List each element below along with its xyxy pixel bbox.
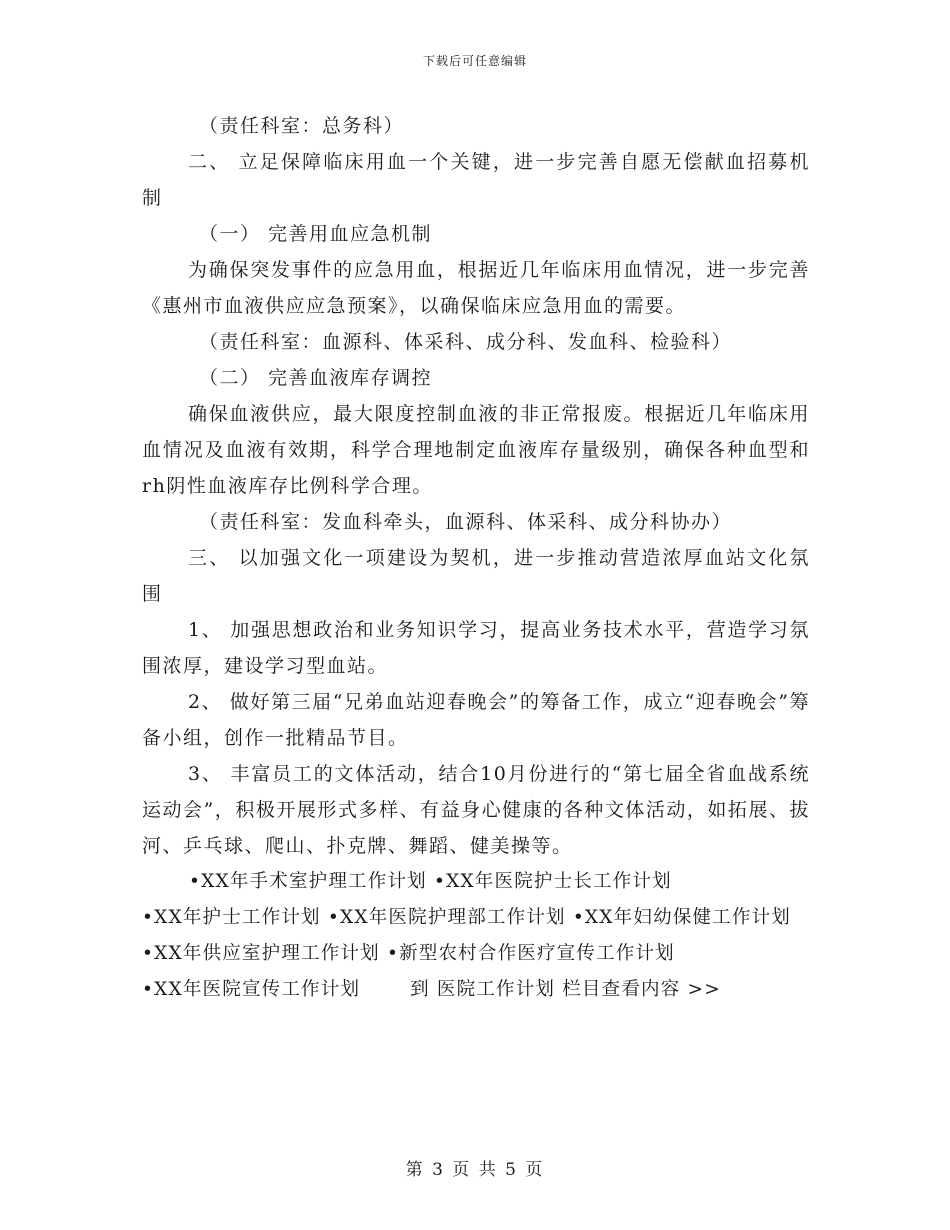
related-links xyxy=(142,864,810,1008)
related-link[interactable]: •XX年医院护理部工作计划 xyxy=(327,907,566,928)
more-link[interactable]: 到 医院工作计划 栏目查看内容 >> xyxy=(410,979,721,1000)
related-link[interactable]: •XX年医院宣传工作计划 xyxy=(142,979,361,1000)
list-item-1: 1、 加强思想政治和业务知识学习，提高业务技术水平，营造学习氛围浓厚，建设学习型血站。 xyxy=(142,619,810,677)
paragraph-responsible-dept-2: （责任科室：血源科、体采科、成分科、发血科、检验科） xyxy=(199,331,733,353)
list-item-2: 2、 做好第三届“兄弟血站迎春晚会”的筹备工作，成立“迎春晚会”筹备小组，创作一批精品节目。 xyxy=(142,691,810,749)
related-link[interactable]: •XX年医院护士长工作计划 xyxy=(433,871,672,892)
list-item-3: 3、 丰富员工的文体活动，结合10月份进行的“第七届全省血战系统运动会”，积极开展形式多样、有益身心健康的各种文体活动，如拓展、拔河、乒乓球、爬山、扑克牌、舞蹈、健美操等。 xyxy=(142,763,810,857)
document-body xyxy=(142,108,810,1008)
section-heading-2: 二、 立足保障临床用血一个关键，进一步完善自愿无偿献血招募机制 xyxy=(142,151,810,209)
related-link[interactable]: •XX年手术室护理工作计划 xyxy=(189,871,427,892)
paragraph-responsible-dept-3: （责任科室：发血科牵头，血源科、体采科、成分科协办） xyxy=(199,511,733,533)
related-link[interactable]: •XX年供应室护理工作计划 xyxy=(142,943,380,964)
subsection-heading-2-1: （一） 完善用血应急机制 xyxy=(199,223,433,245)
paragraph-responsible-dept-1: （责任科室：总务科） xyxy=(199,115,405,137)
paragraph-inventory-control: 确保血液供应，最大限度控制血液的非正常报废。根据近几年临床用血情况及血液有效期，科学合理地制定血液库存量级别，确保各种血型和rh阴性血液库存比例科学合理。 xyxy=(142,403,810,497)
page-header-note: 下载后可任意编辑 xyxy=(422,54,527,68)
subsection-heading-2-2: （二） 完善血液库存调控 xyxy=(199,367,433,389)
related-link[interactable]: •XX年护士工作计划 xyxy=(142,907,321,928)
page-number: 第 3 页 共 5 页 xyxy=(405,1160,545,1180)
related-link[interactable]: •新型农村合作医疗宣传工作计划 xyxy=(386,943,675,964)
related-link[interactable]: •XX年妇幼保健工作计划 xyxy=(572,907,791,928)
section-heading-3: 三、 以加强文化一项建设为契机，进一步推动营造浓厚血站文化氛围 xyxy=(142,547,810,605)
paragraph-emergency-blood: 为确保突发事件的应急用血，根据近几年临床用血情况，进一步完善《惠州市血液供应应急预案》，以确保临床应急用血的需要。 xyxy=(142,259,810,317)
